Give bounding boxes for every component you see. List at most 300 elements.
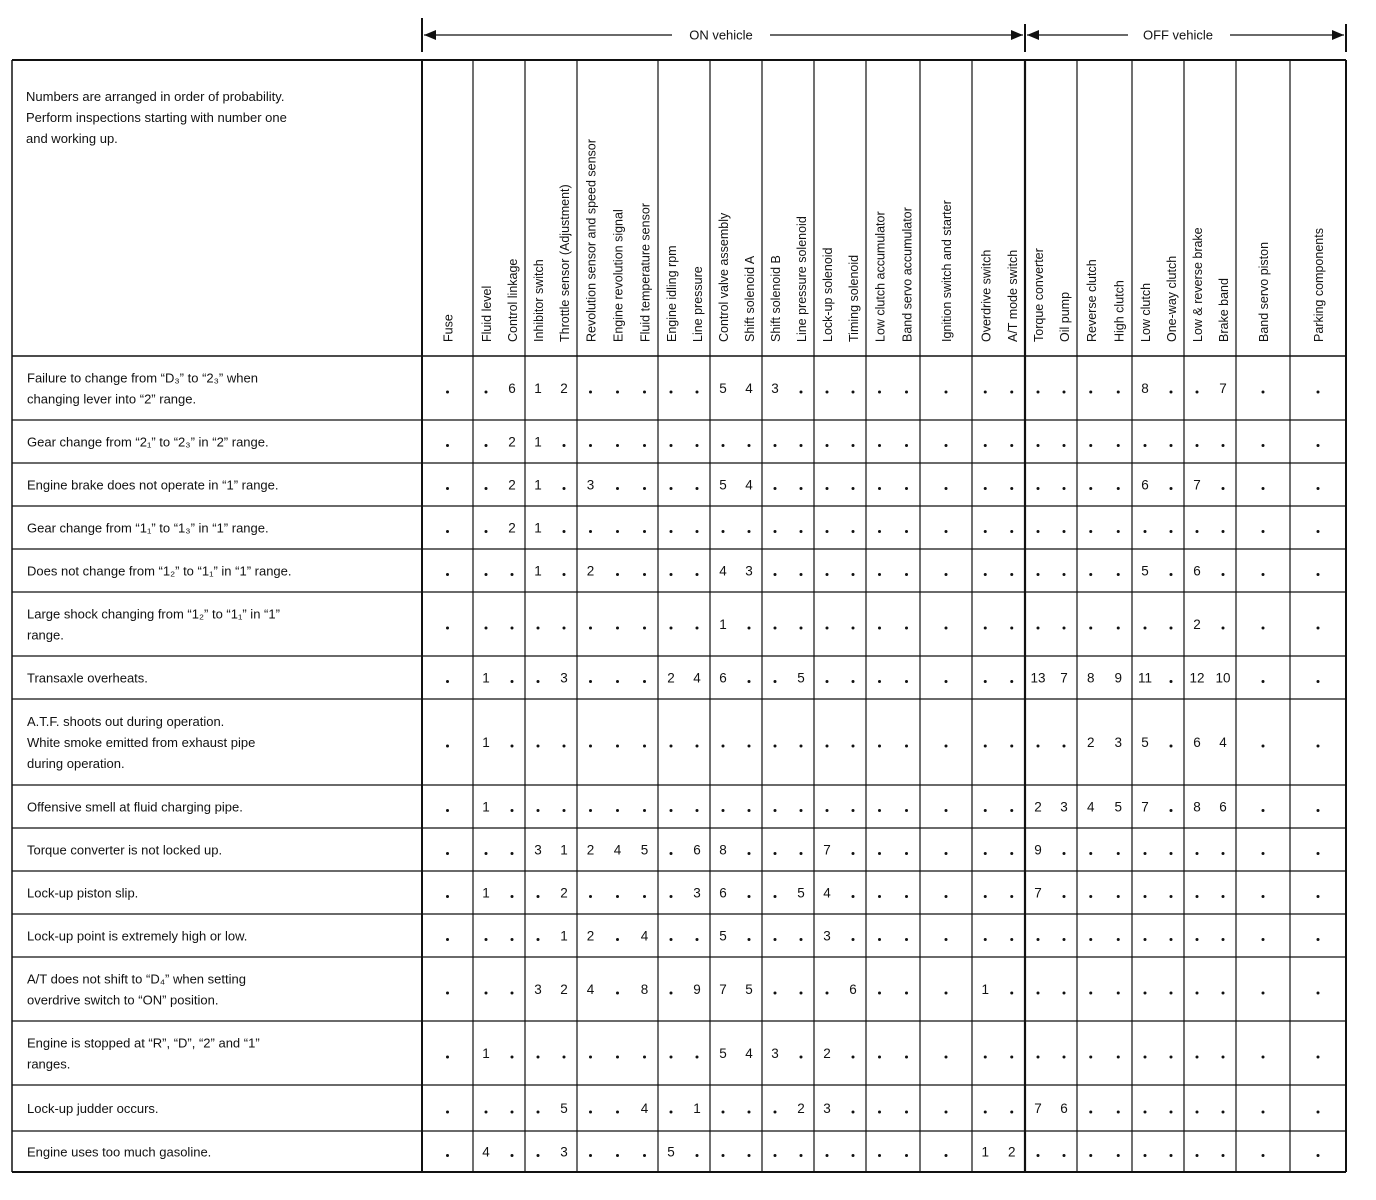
empty-cell-dot <box>511 573 514 576</box>
empty-cell-dot <box>1010 627 1013 630</box>
priority-number: 1 <box>482 735 490 750</box>
empty-cell-dot <box>1063 444 1066 447</box>
empty-cell-dot <box>1089 573 1092 576</box>
priority-number: 3 <box>534 842 542 858</box>
column-header-label: Fluid level <box>480 285 494 342</box>
empty-cell-dot <box>1222 487 1225 490</box>
empty-cell-dot <box>696 573 699 576</box>
symptom-cell <box>27 886 138 901</box>
empty-cell-dot <box>945 1111 948 1114</box>
empty-cell-dot <box>722 1154 725 1157</box>
empty-cell-dot <box>826 809 829 812</box>
empty-cell-dot <box>800 444 803 447</box>
empty-cell-dot <box>905 1154 908 1157</box>
priority-number: 1 <box>560 842 568 858</box>
empty-cell-dot <box>1222 852 1225 855</box>
priority-number: 4 <box>719 563 727 579</box>
empty-cell-dot <box>774 895 777 898</box>
empty-cell-dot <box>1117 992 1120 995</box>
empty-cell-dot <box>537 680 540 683</box>
empty-cell-dot <box>1089 627 1092 630</box>
empty-cell-dot <box>1222 1111 1225 1114</box>
empty-cell-dot <box>1317 444 1320 447</box>
empty-cell-dot <box>1010 745 1013 748</box>
empty-cell-dot <box>1170 487 1173 490</box>
table-row <box>27 800 1320 815</box>
empty-cell-dot <box>511 895 514 898</box>
empty-cell-dot <box>1063 852 1066 855</box>
priority-number: 9 <box>1114 670 1123 686</box>
empty-cell-dot <box>670 391 673 394</box>
empty-cell-dot <box>1317 852 1320 855</box>
column-header-label: Ignition switch and starter <box>940 200 954 342</box>
empty-cell-dot <box>589 530 592 533</box>
empty-cell-dot <box>1222 444 1225 447</box>
symptom-text: Does not change from “1₂” to “1₁” in “1” range. <box>27 563 292 579</box>
empty-cell-dot <box>878 573 881 576</box>
priority-number: 8 <box>1141 381 1149 396</box>
empty-cell-dot <box>1144 938 1147 941</box>
empty-cell-dot <box>945 809 948 812</box>
empty-cell-dot <box>774 852 777 855</box>
empty-cell-dot <box>511 680 514 683</box>
empty-cell-dot <box>1010 391 1013 394</box>
column-header-label: Band servo accumulator <box>900 207 915 342</box>
priority-number: 7 <box>719 982 727 997</box>
empty-cell-dot <box>1317 1154 1320 1157</box>
priority-number: 5 <box>719 381 727 396</box>
empty-cell-dot <box>1144 1154 1147 1157</box>
empty-cell-dot <box>984 852 987 855</box>
priority-number: 3 <box>534 982 542 997</box>
symptom-text: Gear change from “2₁” to “2₃” in “2” range. <box>27 434 269 450</box>
priority-number: 3 <box>693 885 701 901</box>
empty-cell-dot <box>1262 938 1265 941</box>
priority-number: 2 <box>1034 799 1042 815</box>
empty-cell-dot <box>1262 895 1265 898</box>
column-header-label: Line pressure solenoid <box>795 216 809 342</box>
column-header-label: Reverse clutch <box>1084 259 1099 342</box>
priority-number: 6 <box>1193 563 1201 579</box>
empty-cell-dot <box>852 573 855 576</box>
priority-number: 2 <box>560 982 568 997</box>
empty-cell-dot <box>774 444 777 447</box>
column-group-header <box>717 212 757 342</box>
priority-number: 7 <box>1034 885 1042 901</box>
empty-cell-dot <box>1010 487 1013 490</box>
empty-cell-dot <box>984 487 987 490</box>
symptom-text: range. <box>27 627 64 643</box>
empty-cell-dot <box>826 680 829 683</box>
empty-cell-dot <box>1089 487 1092 490</box>
empty-cell-dot <box>616 444 619 447</box>
empty-cell-dot <box>852 745 855 748</box>
empty-cell-dot <box>905 680 908 683</box>
empty-cell-dot <box>1089 444 1092 447</box>
empty-cell-dot <box>589 1056 592 1059</box>
empty-cell-dot <box>643 487 646 490</box>
priority-number: 5 <box>560 1101 568 1116</box>
priority-number: 2 <box>508 477 516 493</box>
priority-number: 1 <box>482 885 490 901</box>
empty-cell-dot <box>852 444 855 447</box>
empty-cell-dot <box>1010 573 1013 576</box>
empty-cell-dot <box>800 852 803 855</box>
priority-number: 3 <box>560 1144 568 1160</box>
priority-number: 2 <box>586 563 595 579</box>
empty-cell-dot <box>616 745 619 748</box>
empty-cell-dot <box>1170 992 1173 995</box>
empty-cell-dot <box>643 680 646 683</box>
priority-number: 5 <box>719 928 727 944</box>
empty-cell-dot <box>643 573 646 576</box>
empty-cell-dot <box>589 809 592 812</box>
empty-cell-dot <box>1117 1111 1120 1114</box>
empty-cell-dot <box>826 1154 829 1157</box>
priority-number: 4 <box>745 381 753 396</box>
empty-cell-dot <box>1170 444 1173 447</box>
priority-number: 7 <box>1141 799 1149 815</box>
empty-cell-dot <box>616 1154 619 1157</box>
column-group-header <box>1191 227 1231 342</box>
table-row <box>27 843 1320 858</box>
column-group-header <box>1139 256 1179 342</box>
empty-cell-dot <box>1063 1056 1066 1059</box>
empty-cell-dot <box>1262 487 1265 490</box>
column-header-label: Band servo piston <box>1257 241 1271 342</box>
priority-number: 5 <box>667 1144 675 1160</box>
on-vehicle-arrowhead-left <box>424 30 436 40</box>
empty-cell-dot <box>485 938 488 941</box>
empty-cell-dot <box>589 680 592 683</box>
empty-cell-dot <box>485 992 488 995</box>
symptom-text: A.T.F. shoots out during operation. <box>27 714 225 729</box>
empty-cell-dot <box>670 895 673 898</box>
symptom-cell <box>27 800 243 815</box>
empty-cell-dot <box>748 627 751 630</box>
table-row <box>27 929 1320 944</box>
priority-number: 6 <box>849 982 857 997</box>
priority-number: 2 <box>508 434 516 450</box>
empty-cell-dot <box>1117 627 1120 630</box>
empty-cell-dot <box>563 627 566 630</box>
empty-cell-dot <box>1037 745 1040 748</box>
column-header-label: Line pressure <box>691 266 705 342</box>
empty-cell-dot <box>563 487 566 490</box>
table-row <box>27 886 1320 901</box>
empty-cell-dot <box>1144 992 1147 995</box>
column-group-header <box>769 216 809 342</box>
empty-cell-dot <box>1037 938 1040 941</box>
priority-number: 6 <box>508 381 516 396</box>
empty-cell-dot <box>905 627 908 630</box>
empty-cell-dot <box>1117 391 1120 394</box>
empty-cell-dot <box>826 627 829 630</box>
empty-cell-dot <box>1117 852 1120 855</box>
empty-cell-dot <box>696 530 699 533</box>
empty-cell-dot <box>1063 745 1066 748</box>
empty-cell-dot <box>1170 852 1173 855</box>
empty-cell-dot <box>826 992 829 995</box>
column-header-label: Oil pump <box>1058 291 1072 342</box>
empty-cell-dot <box>1317 1111 1320 1114</box>
empty-cell-dot <box>1170 895 1173 898</box>
empty-cell-dot <box>774 938 777 941</box>
priority-number: 8 <box>719 842 727 858</box>
empty-cell-dot <box>446 809 449 812</box>
empty-cell-dot <box>1170 809 1173 812</box>
empty-cell-dot <box>1144 852 1147 855</box>
empty-cell-dot <box>563 745 566 748</box>
symptom-text: Gear change from “1₁” to “1₃” in “1” range. <box>27 520 269 536</box>
empty-cell-dot <box>722 745 725 748</box>
empty-cell-dot <box>1317 573 1320 576</box>
empty-cell-dot <box>905 1056 908 1059</box>
empty-cell-dot <box>905 391 908 394</box>
priority-number: 2 <box>667 670 675 686</box>
empty-cell-dot <box>670 1111 673 1114</box>
empty-cell-dot <box>670 530 673 533</box>
priority-number: 6 <box>719 885 727 901</box>
empty-cell-dot <box>905 487 908 490</box>
empty-cell-dot <box>1037 530 1040 533</box>
empty-cell-dot <box>1317 809 1320 812</box>
symptom-text: White smoke emitted from exhaust pipe <box>27 735 256 750</box>
priority-number: 4 <box>745 477 753 493</box>
empty-cell-dot <box>537 1154 540 1157</box>
empty-cell-dot <box>1089 530 1092 533</box>
priority-number: 2 <box>586 928 595 944</box>
off-vehicle-arrowhead-left <box>1027 30 1039 40</box>
empty-cell-dot <box>589 444 592 447</box>
column-headers <box>442 139 1327 342</box>
empty-cell-dot <box>1262 992 1265 995</box>
empty-cell-dot <box>800 1154 803 1157</box>
empty-cell-dot <box>1317 1056 1320 1059</box>
priority-number: 6 <box>693 842 701 858</box>
empty-cell-dot <box>945 992 948 995</box>
empty-cell-dot <box>1262 1154 1265 1157</box>
priority-number: 1 <box>482 1046 490 1061</box>
empty-cell-dot <box>1010 938 1013 941</box>
table-row <box>27 607 1320 643</box>
empty-cell-dot <box>563 1056 566 1059</box>
empty-cell-dot <box>485 487 488 490</box>
empty-cell-dot <box>616 391 619 394</box>
empty-cell-dot <box>616 1111 619 1114</box>
empty-cell-dot <box>563 530 566 533</box>
empty-cell-dot <box>984 809 987 812</box>
empty-cell-dot <box>1170 1056 1173 1059</box>
priority-number: 3 <box>823 1101 831 1116</box>
empty-cell-dot <box>446 530 449 533</box>
empty-cell-dot <box>1063 627 1066 630</box>
priority-number: 5 <box>719 477 727 493</box>
empty-cell-dot <box>1317 938 1320 941</box>
note-line: Perform inspections starting with number one <box>26 110 287 125</box>
empty-cell-dot <box>1010 852 1013 855</box>
symptom-cell <box>27 1036 260 1072</box>
empty-cell-dot <box>1262 573 1265 576</box>
empty-cell-dot <box>945 1056 948 1059</box>
column-header-label: Timing solenoid <box>847 254 861 342</box>
empty-cell-dot <box>1317 680 1320 683</box>
empty-cell-dot <box>643 895 646 898</box>
empty-cell-dot <box>1262 745 1265 748</box>
priority-number: 1 <box>693 1101 701 1116</box>
table-body <box>27 371 1320 1160</box>
empty-cell-dot <box>589 745 592 748</box>
empty-cell-dot <box>485 627 488 630</box>
symptom-cell <box>27 714 255 771</box>
empty-cell-dot <box>852 1154 855 1157</box>
empty-cell-dot <box>878 530 881 533</box>
empty-cell-dot <box>905 444 908 447</box>
empty-cell-dot <box>722 809 725 812</box>
empty-cell-dot <box>1170 391 1173 394</box>
empty-cell-dot <box>945 391 948 394</box>
symptom-text: overdrive switch to “ON” position. <box>27 992 219 1008</box>
priority-number: 1 <box>534 381 542 396</box>
empty-cell-dot <box>1262 809 1265 812</box>
empty-cell-dot <box>984 391 987 394</box>
empty-cell-dot <box>905 745 908 748</box>
empty-cell-dot <box>696 627 699 630</box>
priority-number: 2 <box>560 381 568 396</box>
priority-number: 7 <box>823 842 831 858</box>
empty-cell-dot <box>1117 487 1120 490</box>
empty-cell-dot <box>774 1111 777 1114</box>
empty-cell-dot <box>511 627 514 630</box>
column-group-header <box>480 259 520 342</box>
empty-cell-dot <box>1010 1056 1013 1059</box>
empty-cell-dot <box>696 1154 699 1157</box>
empty-cell-dot <box>537 627 540 630</box>
off-vehicle-arrowhead-right <box>1332 30 1344 40</box>
empty-cell-dot <box>1196 391 1199 394</box>
empty-cell-dot <box>616 487 619 490</box>
empty-cell-dot <box>1010 1111 1013 1114</box>
priority-number: 4 <box>586 982 595 997</box>
priority-number: 9 <box>1034 842 1042 858</box>
empty-cell-dot <box>1262 627 1265 630</box>
empty-cell-dot <box>1037 487 1040 490</box>
priority-number: 1 <box>534 563 542 579</box>
priority-number: 4 <box>745 1046 753 1061</box>
empty-cell-dot <box>1222 895 1225 898</box>
empty-cell-dot <box>1117 1154 1120 1157</box>
empty-cell-dot <box>537 895 540 898</box>
empty-cell-dot <box>1262 680 1265 683</box>
empty-cell-dot <box>563 573 566 576</box>
empty-cell-dot <box>1117 444 1120 447</box>
empty-cell-dot <box>984 680 987 683</box>
empty-cell-dot <box>1089 1111 1092 1114</box>
empty-cell-dot <box>722 444 725 447</box>
column-header-label: Revolution sensor and speed sensor <box>584 139 599 342</box>
column-header-label: Shift solenoid A <box>743 255 757 342</box>
column-header-label: Lock-up solenoid <box>821 247 835 342</box>
priority-number: 2 <box>560 885 568 901</box>
empty-cell-dot <box>589 627 592 630</box>
empty-cell-dot <box>878 938 881 941</box>
priority-number: 4 <box>640 1101 649 1116</box>
empty-cell-dot <box>722 530 725 533</box>
empty-cell-dot <box>446 487 449 490</box>
priority-number: 10 <box>1215 670 1231 686</box>
empty-cell-dot <box>878 1154 881 1157</box>
empty-cell-dot <box>800 1056 803 1059</box>
empty-cell-dot <box>1063 938 1066 941</box>
empty-cell-dot <box>826 573 829 576</box>
empty-cell-dot <box>905 852 908 855</box>
priority-number: 1 <box>981 982 990 997</box>
empty-cell-dot <box>984 745 987 748</box>
empty-cell-dot <box>616 938 619 941</box>
empty-cell-dot <box>1144 1111 1147 1114</box>
symptom-text: Engine uses too much gasoline. <box>27 1144 212 1160</box>
column-header-label: Fuse <box>441 314 456 342</box>
priority-number: 3 <box>745 563 753 579</box>
priority-number: 5 <box>797 670 805 686</box>
empty-cell-dot <box>945 627 948 630</box>
priority-number: 2 <box>1007 1144 1016 1160</box>
empty-cell-dot <box>1196 1111 1199 1114</box>
empty-cell-dot <box>511 1154 514 1157</box>
priority-number: 8 <box>640 982 649 997</box>
empty-cell-dot <box>748 852 751 855</box>
empty-cell-dot <box>852 627 855 630</box>
empty-cell-dot <box>774 745 777 748</box>
empty-cell-dot <box>1196 530 1199 533</box>
table-row <box>27 478 1320 493</box>
empty-cell-dot <box>748 680 751 683</box>
table-row <box>27 1101 1320 1116</box>
empty-cell-dot <box>852 852 855 855</box>
empty-cell-dot <box>1222 573 1225 576</box>
empty-cell-dot <box>1089 938 1092 941</box>
empty-cell-dot <box>878 992 881 995</box>
column-header-label: Inhibitor switch <box>532 259 546 342</box>
empty-cell-dot <box>670 938 673 941</box>
empty-cell-dot <box>852 1111 855 1114</box>
empty-cell-dot <box>852 487 855 490</box>
priority-number: 2 <box>586 842 595 858</box>
symptom-text: Lock-up piston slip. <box>27 885 139 901</box>
column-header-label: Engine revolution signal <box>611 209 626 342</box>
column-header-label: Control linkage <box>506 258 520 342</box>
empty-cell-dot <box>945 444 948 447</box>
empty-cell-dot <box>589 1111 592 1114</box>
empty-cell-dot <box>696 391 699 394</box>
empty-cell-dot <box>696 1056 699 1059</box>
priority-number: 3 <box>1114 735 1123 750</box>
empty-cell-dot <box>696 487 699 490</box>
empty-cell-dot <box>945 487 948 490</box>
column-group-header <box>1257 242 1271 342</box>
empty-cell-dot <box>1063 1154 1066 1157</box>
empty-cell-dot <box>852 895 855 898</box>
empty-cell-dot <box>1196 938 1199 941</box>
empty-cell-dot <box>537 809 540 812</box>
empty-cell-dot <box>511 1056 514 1059</box>
empty-cell-dot <box>800 809 803 812</box>
empty-cell-dot <box>878 809 881 812</box>
column-group-header <box>532 184 572 342</box>
note-line: and working up. <box>26 131 118 146</box>
empty-cell-dot <box>1010 530 1013 533</box>
empty-cell-dot <box>1144 444 1147 447</box>
